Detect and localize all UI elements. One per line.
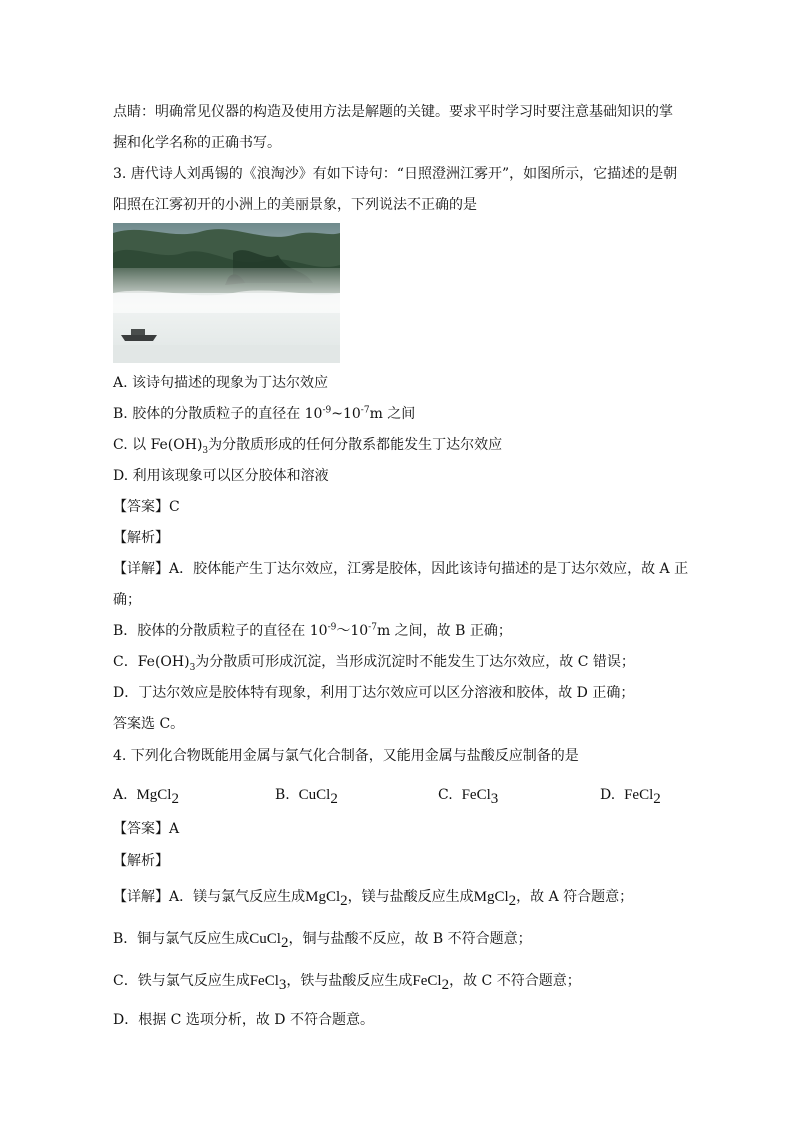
q3-option-b-mid: ~10 xyxy=(331,406,361,422)
option-formula: FeCl xyxy=(461,787,491,803)
subscript: 3 xyxy=(202,445,209,456)
q3-answer: 【答案】C xyxy=(113,499,180,515)
q3-detail-b xyxy=(113,621,681,641)
q4-options xyxy=(113,785,693,807)
q3-option-a: A. 该诗句描述的现象为丁达尔效应 xyxy=(113,375,329,391)
option-formula: FeCl xyxy=(624,787,654,803)
q3-option-b xyxy=(113,404,681,424)
q4-stem: 4. 下列化合物既能用金属与氯气化合制备，又能用金属与盐酸反应制备的是 xyxy=(113,748,579,764)
q4-analysis-heading: 【解析】 xyxy=(113,853,169,869)
q3-detail-d: D．丁达尔效应是胶体特有现象，利用丁达尔效应可以区分溶液和胶体，故 D 正确； xyxy=(113,685,635,701)
subscript: 2 xyxy=(340,892,348,909)
subscript: 2 xyxy=(653,790,661,807)
q4-option-c xyxy=(438,785,498,805)
q4-detail-a-post: ，故 A 符合题意； xyxy=(516,889,634,905)
subscript: 2 xyxy=(330,790,338,807)
q4-detail-c-post: ，故 C 不符合题意； xyxy=(449,973,581,989)
q4-detail-b-text: B．铜与氯气反应生成 xyxy=(113,931,250,947)
q3-option-d: D. 利用该现象可以区分胶体和溶液 xyxy=(113,468,329,484)
exponent: -9 xyxy=(327,622,337,633)
option-formula: MgCl xyxy=(136,787,172,803)
q4-detail-b-post: ，铜与盐酸不反应，故 B 不符合题意； xyxy=(288,931,532,947)
q4-detail-c-text: C．铁与氯气反应生成 xyxy=(113,973,250,989)
formula: MgCl xyxy=(473,889,509,905)
subscript: 3 xyxy=(490,790,499,807)
q4-detail-c xyxy=(113,971,681,991)
q3-detail-c-text: C．Fe(OH) xyxy=(113,654,190,670)
q4-option-d xyxy=(600,785,661,805)
option-letter: B. xyxy=(275,787,290,803)
tip-line-2: 握和化学名称的正确书写。 xyxy=(113,135,281,151)
subscript: 2 xyxy=(171,790,179,807)
q3-detail-b-mid: ～10 xyxy=(336,623,369,639)
q3-conclusion: 答案选 C。 xyxy=(113,716,185,732)
exponent: -7 xyxy=(368,622,377,633)
q3-detail-c-post: 为分散质可形成沉淀，当形成沉淀时不能发生丁达尔效应，故 C 错误； xyxy=(195,654,635,670)
q3-option-b-post: m 之间 xyxy=(369,406,416,422)
q3-detail-line-2: 确； xyxy=(113,592,141,608)
subscript: 2 xyxy=(508,892,517,909)
q3-option-c xyxy=(113,435,681,455)
option-formula: CuCl xyxy=(298,787,331,803)
formula: FeCl xyxy=(249,973,279,989)
q3-detail-b-text: B．胶体的分散质粒子的直径在 10 xyxy=(113,623,328,639)
q3-option-b-text: B. 胶体的分散质粒子的直径在 10 xyxy=(113,406,323,422)
q4-detail-d: D．根据 C 选项分析，故 D 不符合题意。 xyxy=(113,1012,374,1028)
formula: FeCl xyxy=(412,973,442,989)
q4-answer: 【答案】A xyxy=(113,821,180,837)
misty-river-photo xyxy=(113,223,340,363)
q4-detail-a-text: 【详解】A．镁与氯气反应生成 xyxy=(113,889,306,905)
tip-line-1 xyxy=(113,102,681,122)
subscript: 3 xyxy=(278,976,287,993)
formula: CuCl xyxy=(249,931,281,947)
q3-analysis-heading: 【解析】 xyxy=(113,530,169,546)
q4-detail-c-mid: ，铁与盐酸反应生成 xyxy=(286,973,413,989)
option-letter: D. xyxy=(600,787,616,803)
subscript: 2 xyxy=(280,934,289,951)
tip-label: 点睛： xyxy=(113,104,155,120)
subscript: 3 xyxy=(189,662,196,673)
option-letter: A. xyxy=(113,787,128,803)
subscript: 2 xyxy=(441,976,450,993)
misty-river-image xyxy=(113,223,340,363)
q4-option-a xyxy=(113,785,179,805)
q3-stem-line-2: 阳照在江雾初开的小洲上的美丽景象，下列说法不正确的是 xyxy=(113,197,477,213)
q4-option-b xyxy=(275,785,338,805)
exponent: -7 xyxy=(360,405,370,416)
q3-option-c-post: 为分散质形成的任何分散系都能发生丁达尔效应 xyxy=(208,437,503,453)
q3-option-c-text: C. 以 Fe(OH) xyxy=(113,437,203,453)
q4-detail-a xyxy=(113,887,681,907)
formula: MgCl xyxy=(305,889,341,905)
q4-detail-a-mid: ，镁与盐酸反应生成 xyxy=(347,889,474,905)
tip-text-1: 明确常见仪器的构造及使用方法是解题的关键。要求平时学习时要注意基础知识的掌 xyxy=(155,104,673,120)
exponent: -9 xyxy=(322,405,332,416)
q3-stem-line-1: 3. 唐代诗人刘禹锡的《浪淘沙》有如下诗句：“日照澄洲江雾开”，如图所示，它描述的是朝 xyxy=(113,166,678,182)
q3-detail-b-post: m 之间，故 B 正确； xyxy=(376,623,512,639)
option-letter: C. xyxy=(438,787,453,803)
q4-detail-b xyxy=(113,929,681,949)
q3-detail-c xyxy=(113,652,681,672)
q3-detail-line-1: 【详解】A．胶体能产生丁达尔效应，江雾是胶体，因此该诗句描述的是丁达尔效应，故 A 正 xyxy=(113,561,689,577)
